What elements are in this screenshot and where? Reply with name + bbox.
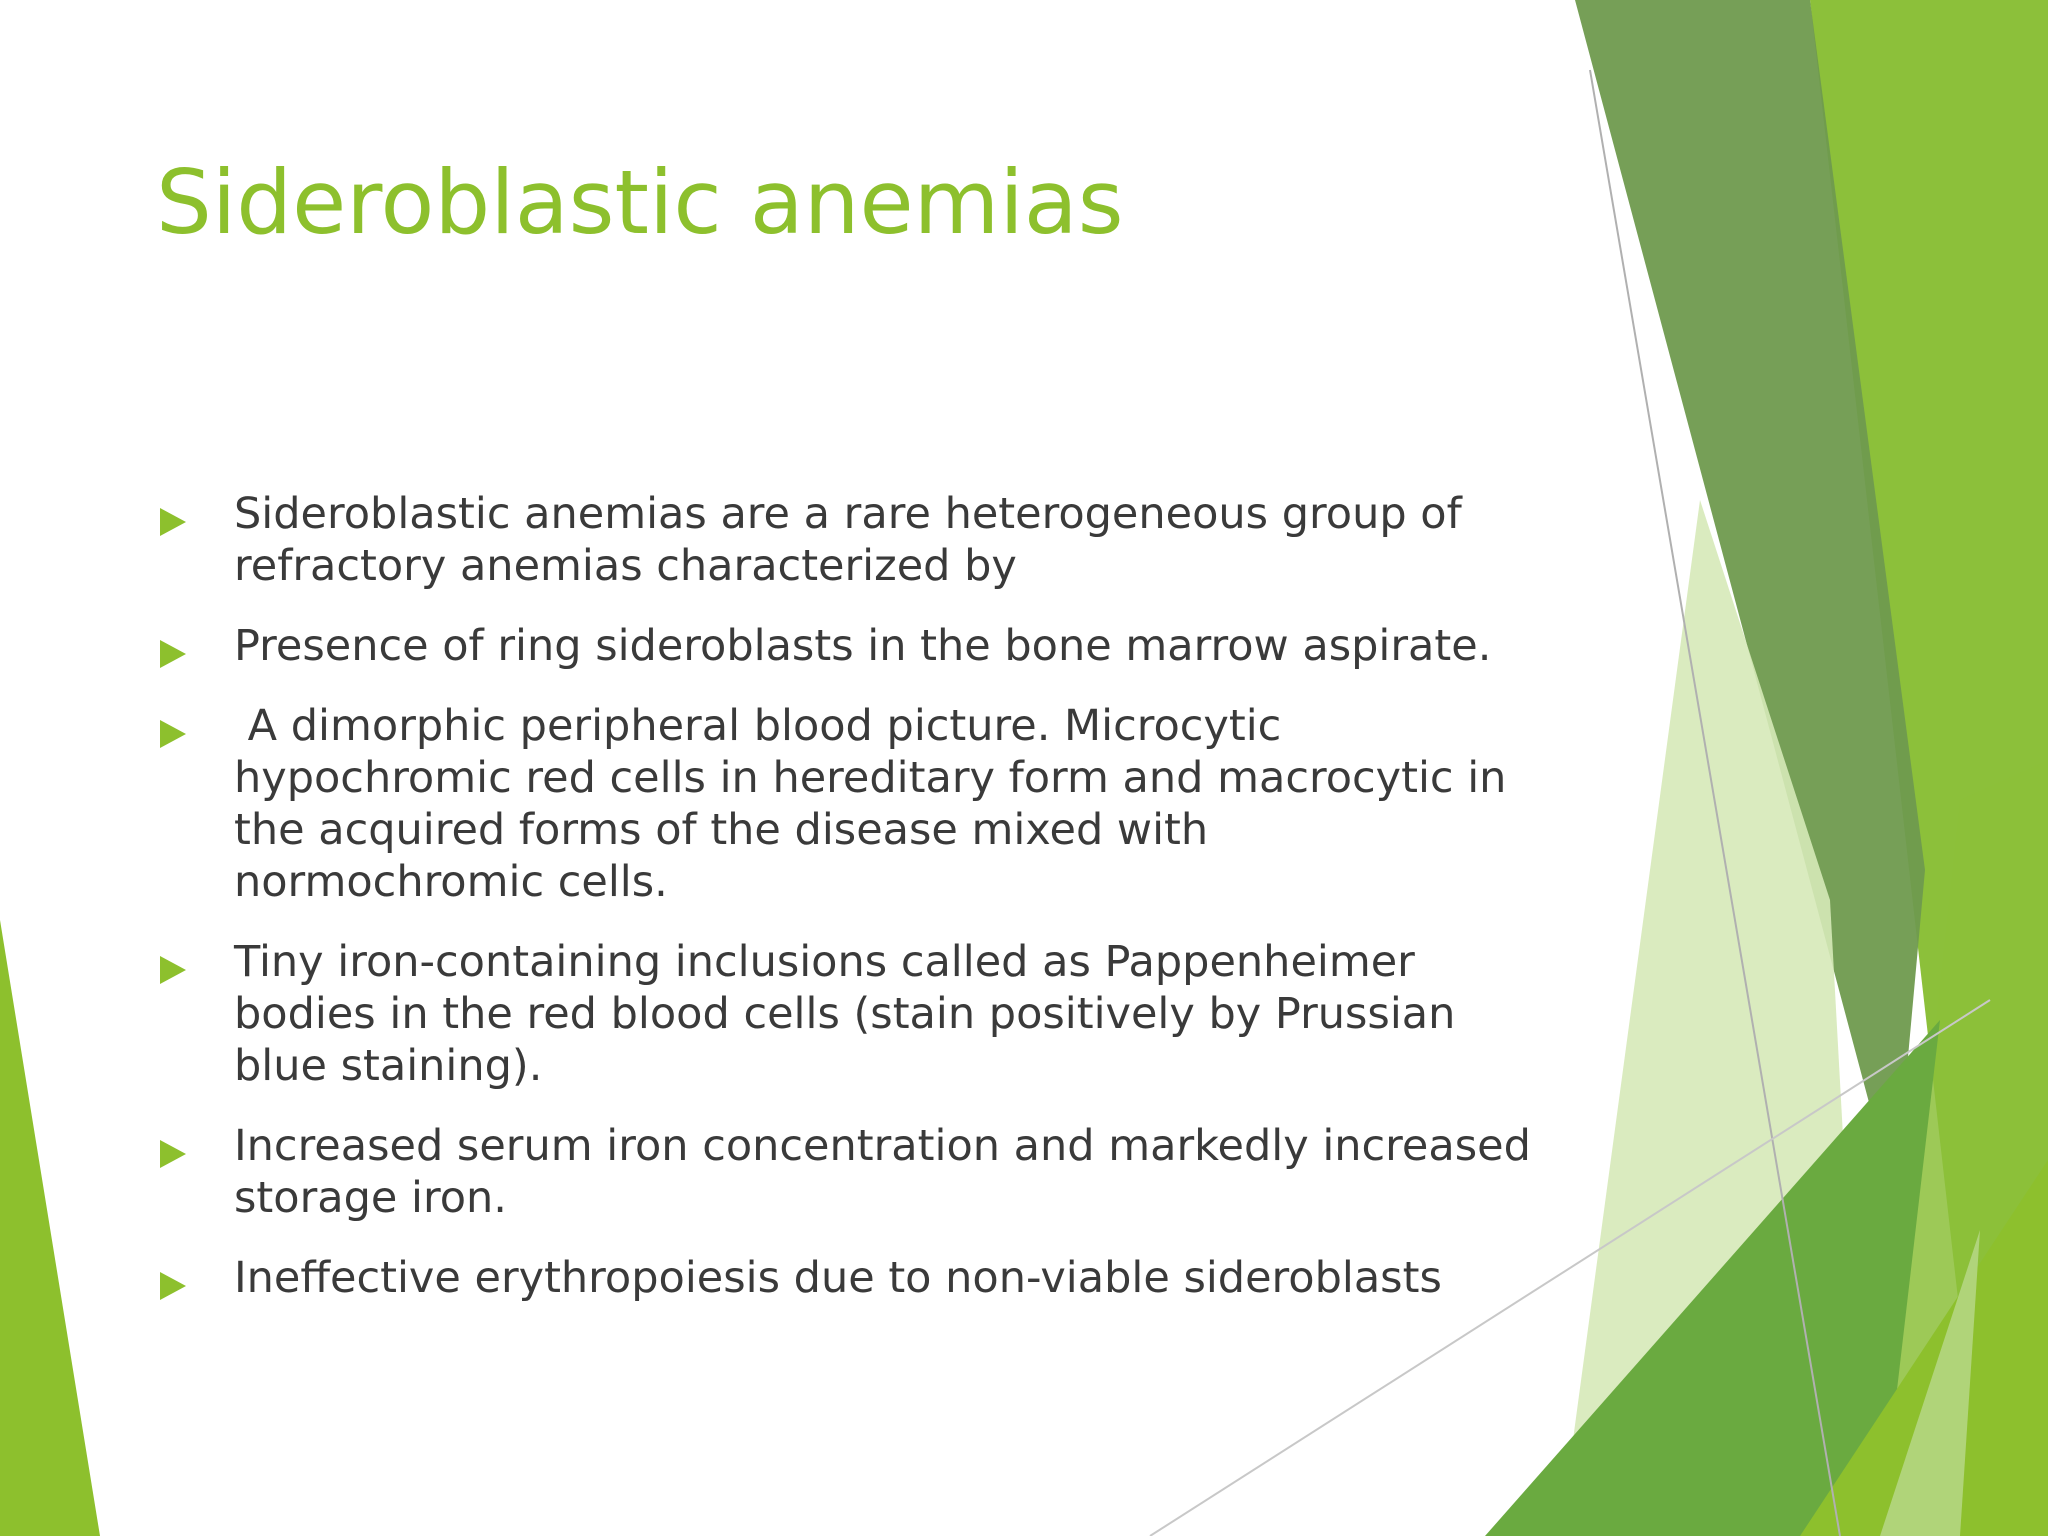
bullet-text: Ineffective erythropoiesis due to non-viable sideroblasts [234,1253,1442,1303]
bullet-item [156,700,1556,908]
left-green-shape [0,920,100,1536]
triangle-right-icon [160,640,186,668]
bullet-item [156,1120,1556,1224]
bullet-text: Presence of ring sideroblasts in the bone marrow aspirate. [234,621,1492,671]
triangle-right-icon [160,1140,186,1168]
bullet-text: A dimorphic peripheral blood picture. Microcytic hypochromic red cells in hereditary form and macrocytic in the acquired forms of the disease mixed with normochromic cells. [234,701,1507,907]
bullet-list [156,488,1556,1332]
bullet-text: Tiny iron-containing inclusions called as Pappenheimer bodies in the red blood cells (stain positively by Prussian blue staining). [234,937,1456,1091]
triangle-right-icon [160,1272,186,1300]
slide-title: Sideroblastic anemias [156,151,1124,254]
triangle-right-icon [160,956,186,984]
bullet-text: Increased serum iron concentration and markedly increased storage iron. [234,1121,1531,1223]
bullet-item [156,936,1556,1092]
bullet-item [156,1252,1556,1304]
bullet-text: Sideroblastic anemias are a rare heterogeneous group of refractory anemias characterized by [234,489,1462,591]
triangle-right-icon [160,720,186,748]
bullet-item [156,620,1556,672]
bullet-item [156,488,1556,592]
triangle-right-icon [160,508,186,536]
